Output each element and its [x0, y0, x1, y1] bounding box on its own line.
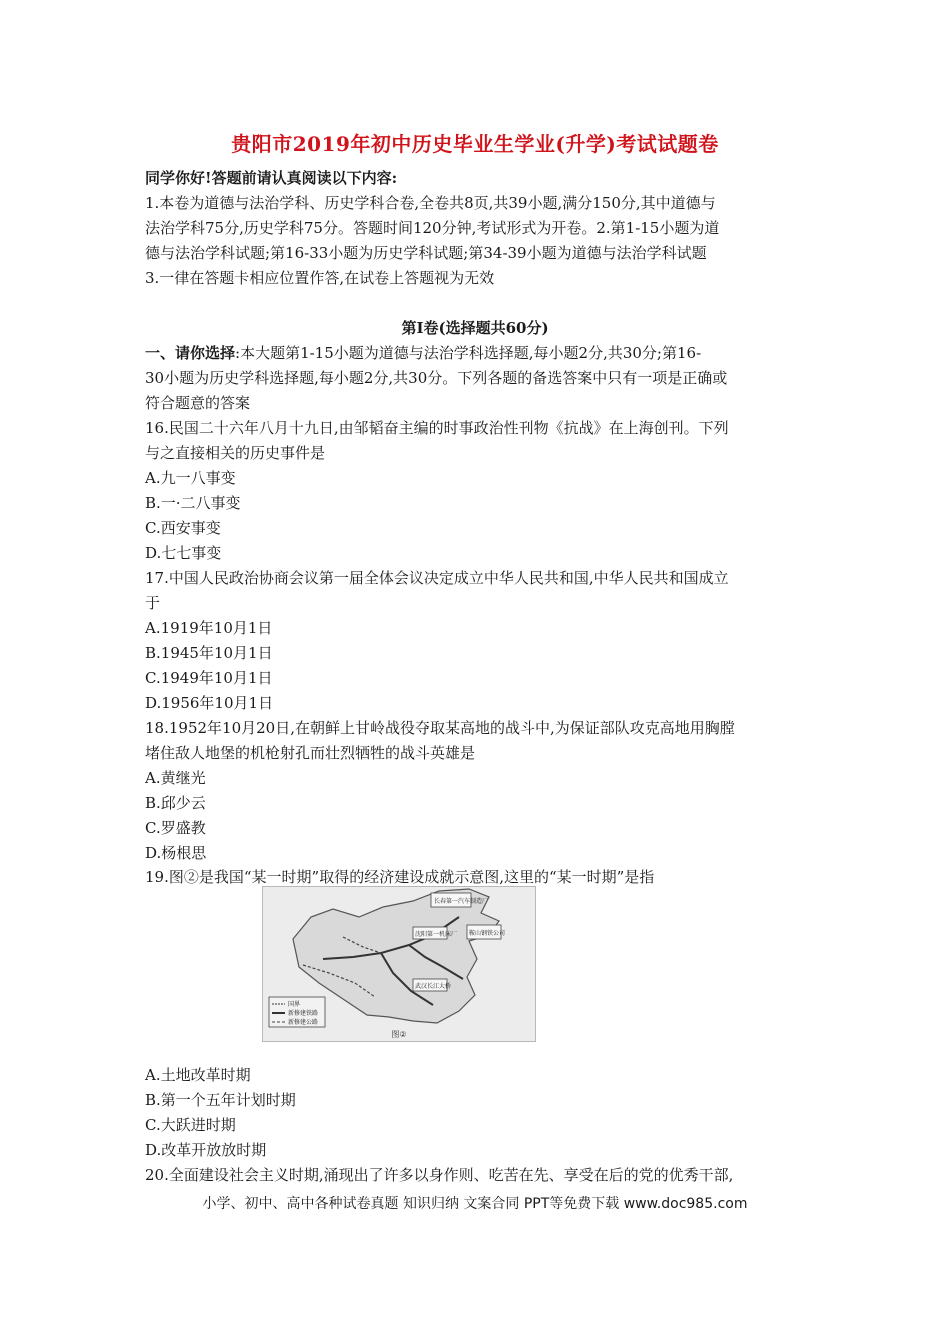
question-16-option-a: A.九一八事变	[145, 469, 236, 487]
notice-line: 德与法治学科试题;第16-33小题为历史学科试题;第34-39小题为道德与法治学科试题	[145, 244, 707, 262]
notice-line: 3.一律在答题卡相应位置作答,在试卷上答题视为无效	[145, 269, 495, 287]
question-20-stem: 20.全面建设社会主义时期,涌现出了许多以身作则、吃苦在先、享受在后的党的优秀干部,	[145, 1166, 734, 1184]
question-19-option-d: D.改革开放放时期	[145, 1141, 267, 1159]
question-18-option-a: A.黄继光	[145, 769, 206, 787]
question-17-option-b: B.1945年10月1日	[145, 644, 273, 662]
question-18-stem: 18.1952年10月20日,在朝鲜上甘岭战役夺取某高地的战斗中,为保证部队攻克高地用胸膛	[145, 719, 735, 737]
map-label: 鞍山钢铁公司	[469, 930, 506, 937]
question-16-option-b: B.一·二八事变	[145, 494, 241, 512]
map-figure	[263, 887, 535, 1041]
map-label: 长春第一汽车制造厂	[434, 898, 489, 905]
section-intro-line: 符合题意的答案	[145, 394, 251, 412]
question-16-stem: 与之直接相关的历史事件是	[145, 444, 326, 462]
question-18-stem: 堵住敌人地堡的机枪射孔而壮烈牺牲的战斗英雄是	[145, 744, 476, 762]
question-17-option-a: A.1919年10月1日	[145, 619, 273, 637]
question-18-option-d: D.杨根思	[145, 844, 207, 862]
question-17-option-d: D.1956年10月1日	[145, 694, 274, 712]
question-16-option-c: C.西安事变	[145, 519, 221, 537]
map-label: 武汉长江大桥	[415, 983, 452, 990]
question-19-option-c: C.大跃进时期	[145, 1116, 236, 1134]
legend-label: 新修建铁路	[288, 1010, 319, 1017]
notice-heading: 同学你好!答题前请认真阅读以下内容:	[145, 169, 398, 187]
question-19-stem: 19.图②是我国“某一时期”取得的经济建设成就示意图,这里的“某一时期”是指	[145, 868, 655, 886]
map-label: 沈阳第一机床厂	[415, 931, 458, 938]
question-16-option-d: D.七七事变	[145, 544, 222, 562]
section-intro	[145, 341, 810, 366]
question-19-option-a: A.土地改革时期	[145, 1066, 251, 1084]
legend-label: 新修建公路	[288, 1019, 319, 1026]
section-intro-text: :本大题第1-15小题为道德与法治学科选择题,每小题2分,共30分;第16-	[235, 344, 702, 362]
question-18-option-b: B.邱少云	[145, 794, 206, 812]
question-17-stem: 17.中国人民政治协商会议第一届全体会议决定成立中华人民共和国,中华人民共和国成立	[145, 569, 729, 587]
section-intro-label: 一、请你选择	[145, 344, 236, 362]
section-intro-line: 30小题为历史学科选择题,每小题2分,共30分。下列各题的备选答案中只有一项是正确或	[145, 369, 728, 387]
question-17-option-c: C.1949年10月1日	[145, 669, 273, 687]
notice-line: 法治学科75分,历史学科75分。答题时间120分钟,考试形式为开卷。2.第1-15小题为道	[145, 219, 720, 237]
section-title: 第Ⅰ卷(选择题共60分)	[401, 319, 549, 337]
notice-line: 1.本卷为道德与法治学科、历史学科合卷,全卷共8页,共39小题,满分150分,其中道德与	[145, 194, 716, 212]
question-16-stem: 16.民国二十六年八月十九日,由邹韬奋主编的时事政治性刊物《抗战》在上海创刊。下列	[145, 419, 729, 437]
exam-title: 贵阳市2019年初中历史毕业生学业(升学)考试试题卷	[231, 132, 719, 156]
question-19-option-b: B.第一个五年计划时期	[145, 1091, 296, 1109]
economic-construction-map	[262, 886, 536, 1042]
question-18-option-c: C.罗盛教	[145, 819, 206, 837]
page-footer: 小学、初中、高中各种试卷真题 知识归纳 文案合同 PPT等免费下载 www.doc985.com	[202, 1196, 748, 1212]
map-caption: 图②	[391, 1030, 407, 1039]
legend-label: 国界	[288, 1001, 301, 1008]
question-17-stem: 于	[145, 594, 161, 612]
